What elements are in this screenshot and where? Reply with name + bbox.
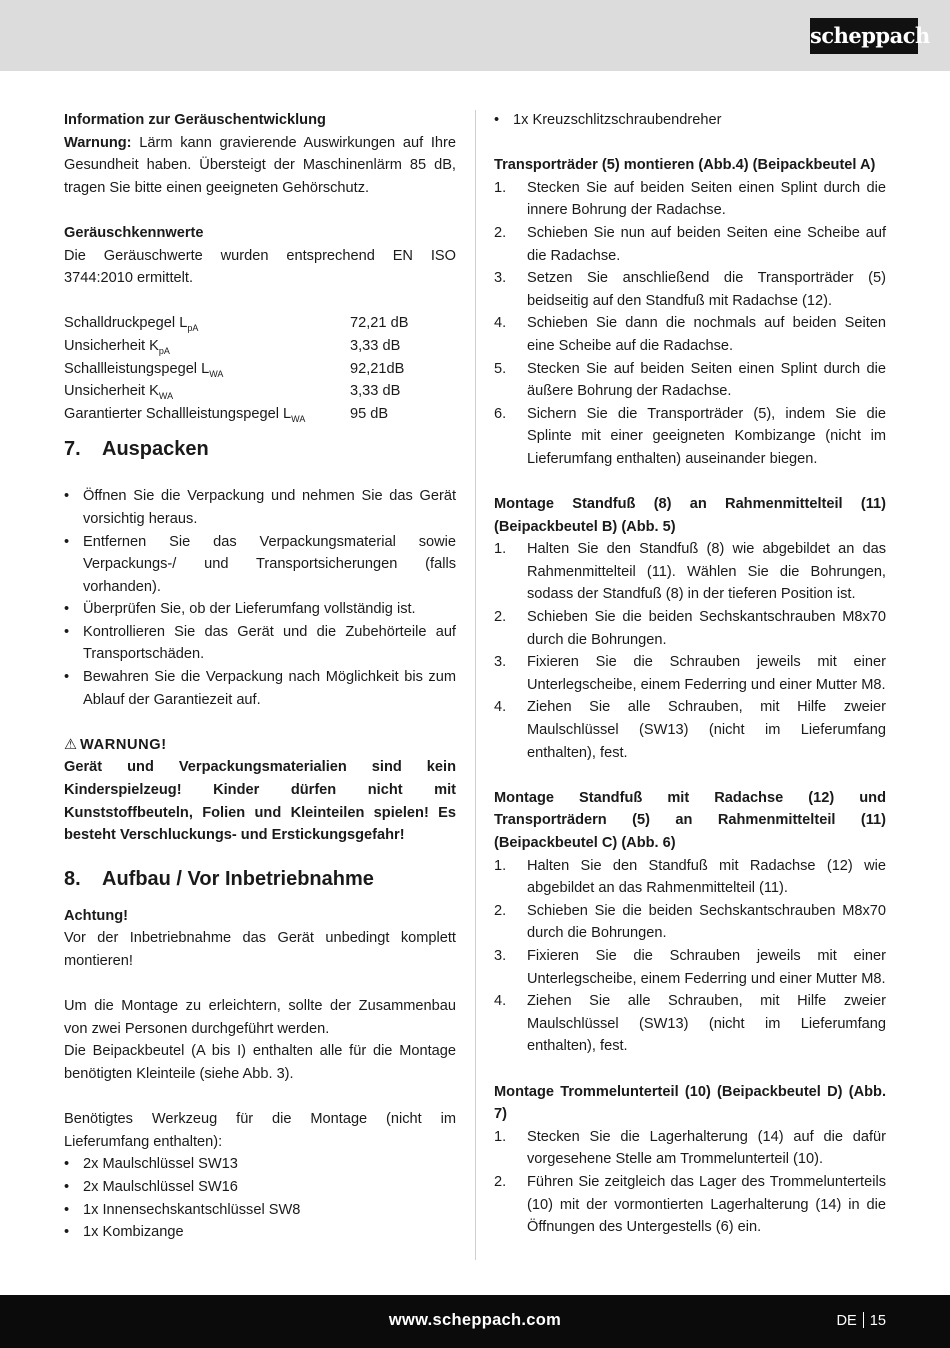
footer-website-link[interactable]: www.scheppach.com [388,1311,562,1329]
noise-values-table [64,312,456,425]
table-row [64,380,456,403]
noise-values-text: Die Geräuschwerte wurden entsprechend EN ISO 3744:2010 ermittelt. [64,247,456,287]
list-item: 5. Stecken Sie auf beiden Seiten einen Splint durch die äußere Bohrung der Radachse. [494,360,886,400]
list-item: 4. Ziehen Sie alle Schrauben, mit Hilfe zweier Maulschlüssel (SW13) (nicht im Lieferumfang enthalten), fest. [494,699,886,761]
noise-value: 3,33 dB [350,383,401,400]
list-item: 2. Schieben Sie die beiden Sechskantschrauben M8x70 durch die Bohrungen. [494,902,886,942]
noise-value: 3,33 dB [350,337,401,354]
noise-label: Garantierter Schallleistungspegel L [64,405,292,422]
page-indicator [836,1310,886,1333]
list-item: • Kontrollieren Sie das Gerät und die Zubehörteile auf Transportschäden. [64,621,456,666]
noise-label: Schallleistungspegel L [64,360,210,377]
tools-list-continued [494,109,886,132]
noise-sub: WA [158,391,174,402]
noise-value: 95 dB [350,405,389,422]
table-row [64,358,456,381]
steps-list [494,177,886,471]
table-row [64,312,456,335]
tools-list [64,1153,456,1243]
table-row [64,403,456,426]
column-divider [475,110,476,1260]
noise-sub: WA [209,368,224,379]
list-item: • 2x Maulschlüssel SW13 [64,1153,456,1176]
list-item: • Entfernen Sie das Verpackungsmaterial sowie Verpackungs-/ und Transportsicherungen (falls vorhanden). [64,531,456,599]
noise-sub: WA [291,413,306,424]
block-heading: Montage Standfuß (8) an Rahmenmittelteil (11) (Beipackbeutel B) (Abb. 5) [494,496,886,535]
section-number: 7. [64,438,81,461]
section-title: Auspacken [102,438,209,461]
list-item: • 1x Innensechskantschlüssel SW8 [64,1199,456,1222]
assembly-text-2: Die Beipackbeutel (A bis I) enthalten alle für die Montage benötigten Kleinteile (siehe Abb. 3). [64,1043,456,1082]
list-item: • 2x Maulschlüssel SW16 [64,1176,456,1199]
left-column [64,109,456,1244]
attention-text: Vor der Inbetriebnahme das Gerät unbedingt komplett montieren! [64,930,456,969]
list-item: 2. Schieben Sie die beiden Sechskantschrauben M8x70 durch die Bohrungen. [494,609,886,648]
noise-warning-paragraph [64,132,456,200]
language-code: DE [836,1313,857,1329]
noise-label: Unsicherheit K [64,383,159,400]
steps-list [494,855,886,1058]
warning-title-text: WARNUNG! [80,736,167,753]
warning-box-title [64,734,456,757]
noise-sub: pA [187,323,199,334]
list-item: 3. Fixieren Sie die Schrauben jeweils mit einer Unterlegscheibe, einem Federring und einer Mutter M8. [494,654,886,693]
list-item: • Öffnen Sie die Verpackung und nehmen Sie das Gerät vorsichtig heraus. [64,485,456,530]
list-item: 6. Sichern Sie die Transporträder (5), indem Sie die Splinte mit einer geeigneten Kombizange (nicht im Lieferumfang enthalten) auseinander biegen. [494,405,886,467]
list-item: 2. Führen Sie zeitgleich das Lager des Trommelunterteils (10) mit der vormontierten Lagerhalterung (14) in die Öffnungen des Untergestells (6) ein. [494,1173,886,1236]
list-item: • 1x Kreuzschlitzschraubendreher [494,109,886,132]
list-item: • 1x Kombizange [64,1221,456,1244]
list-item: 4. Ziehen Sie alle Schrauben, mit Hilfe zweier Maulschlüssel (SW13) (nicht im Lieferumfang enthalten), fest. [494,993,886,1055]
list-item: • Überprüfen Sie, ob der Lieferumfang vollständig ist. [64,598,456,621]
page-number: 15 [869,1313,886,1329]
noise-values-heading: Geräuschkennwerte [64,224,204,241]
steps-list [494,538,886,764]
list-item: 1. Halten Sie den Standfuß mit Radachse (12) wie abgebildet an das Rahmenmittelteil (11). [494,857,886,897]
warning-label: Warnung: [64,134,132,151]
list-item: 3. Fixieren Sie die Schrauben jeweils mit einer Unterlegscheibe, einem Federring und einer Mutter M8. [494,947,886,987]
warning-text: Lärm kann gravierende Auswirkungen auf Ihre Gesundheit haben. Übersteigt der Maschinenlärm 85 dB, tragen Sie bitte einen geeigneten Gehörschutz. [64,134,456,196]
block-heading: Transporträder (5) montieren (Abb.4) (Beipackbeutel A) [494,157,876,174]
list-item: 4. Schieben Sie dann die nochmals auf beiden Seiten eine Scheibe auf die Radachse. [494,315,886,354]
attention-label: Achtung! [64,907,129,924]
section-number: 8. [64,867,81,890]
section-8-heading [64,867,456,891]
right-column [494,109,886,1239]
list-item: 2. Schieben Sie nun auf beiden Seiten eine Scheibe auf die Radachse. [494,224,886,264]
table-row [64,335,456,358]
tools-intro: Benötigtes Werkzeug für die Montage (nicht im Lieferumfang enthalten): [64,1111,456,1150]
section-7-heading [64,437,456,461]
warning-box-text: Gerät und Verpackungsmaterialien sind kein Kinderspielzeug! Kinder dürfen nicht mit Kunststoffbeuteln, Folien und Kleinteilen spielen! Es besteht Verschluckungs- und Erstickungsgefahr! [64,759,456,844]
brand-logo: scheppach [810,18,918,54]
block-heading: Montage Trommelunterteil (10) (Beipackbeutel D) (Abb. 7) [494,1083,886,1123]
noise-heading: Information zur Geräuschentwicklung [64,112,326,128]
list-item: 1. Stecken Sie die Lagerhalterung (14) auf die dafür vorgesehene Stelle am Trommelunterteil (10). [494,1128,886,1168]
header-bar [0,0,950,71]
list-item: 1. Stecken Sie auf beiden Seiten einen Splint durch die innere Bohrung der Radachse. [494,179,886,219]
list-item: 3. Setzen Sie anschließend die Transporträder (5) beidseitig auf den Standfuß mit Radachse (12). [494,270,886,309]
noise-value: 72,21 dB [350,315,409,332]
list-item: 1. Halten Sie den Standfuß (8) wie abgebildet an das Rahmenmittelteil (11). Wählen Sie die Bohrungen, sodass der Standfuß (8) in der tieferen Position ist. [494,541,886,603]
steps-list [494,1126,886,1239]
section-title: Aufbau / Vor Inbetriebnahme [102,867,374,890]
block-heading: Montage Standfuß mit Radachse (12) und Transporträdern (5) an Rahmenmittelteil (11) (Beipackbeutel C) (Abb. 6) [494,789,886,851]
unpack-list [64,485,456,711]
warning-triangle-icon: ⚠ [64,736,78,753]
noise-label: Schalldruckpegel L [64,315,188,332]
assembly-text-1: Um die Montage zu erleichtern, sollte der Zusammenbau von zwei Personen durchgeführt werden. [64,998,456,1037]
noise-value: 92,21dB [350,360,405,377]
footer-bar [0,1295,950,1348]
noise-label: Unsicherheit K [64,337,159,354]
list-item: • Bewahren Sie die Verpackung nach Möglichkeit bis zum Ablauf der Garantiezeit auf. [64,666,456,711]
noise-sub: pA [158,345,170,356]
